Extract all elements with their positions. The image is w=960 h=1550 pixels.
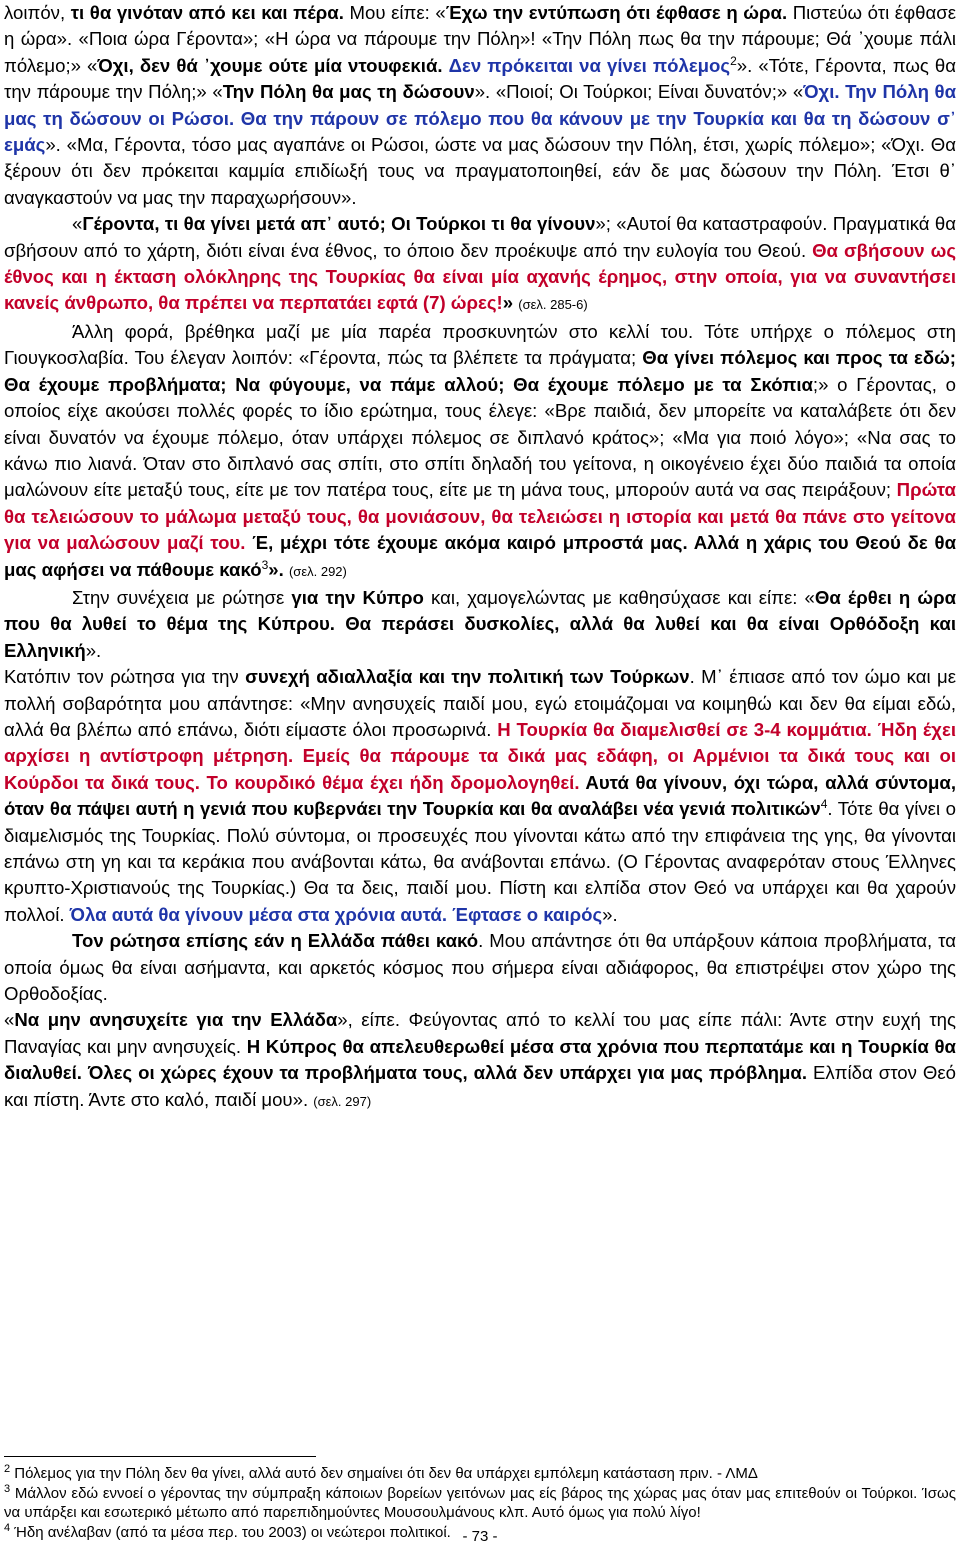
text-run: Την Πόλη θα μας τη δώσουν — [222, 81, 475, 103]
text-run: Θα γίνει πόλεμος και προς τα εδώ; Θα έχουμε προβλήματα; Να φύγουμε, να πάμε αλλού; Θα έχουμε πόλεμο με τα Σκόπια — [4, 347, 956, 395]
text-run: (σελ. 285-6) — [518, 297, 588, 313]
paragraph — [4, 319, 956, 585]
text-run: Όχι, δεν θά ᾽χουμε ούτε μία ντουφεκιά. — [97, 54, 443, 76]
text-run: Θα σβήσουν ως έθνος και η έκταση ολόκληρης της Τουρκίας θα είναι μία αχανής έρημος, στην οποία, για να συναντήσει κανείς άνθρωπο, θα πρέπει να περπατάει εφτά (7) ώρες! — [4, 239, 956, 314]
document-page — [4, 0, 957, 1545]
text-run: » — [502, 292, 519, 314]
text-run: Η Τουρκία θα διαμελισθεί σε 3-4 κομμάτια. Ήδη έχει αρχίσει η αντίστροφη μέτρηση. Εμείς θα πάρουμε τα δικά μας εδάφη, οι Αρμένιοι τα δικά τους και οι Κούρδοι τα δικά τους. Το κουρδικό θέμα έχει ήδη δρομολογηθεί. — [4, 718, 956, 793]
text-run: »; «Αυτοί θα καταστραφούν. Πραγματικά θα σβήσουν από το χάρτη, διότι είναι ένα έθνος, το όποιο δεν προέκυψε από την ευλογία του Θεού. — [4, 213, 956, 261]
paragraph — [4, 664, 956, 928]
paragraph — [4, 1007, 956, 1115]
text-run: ». — [268, 558, 289, 580]
text-run: Στην συνέχεια με ρώτησε — [72, 586, 292, 608]
text-run: « — [72, 213, 83, 235]
text-run: », είπε. Φεύγοντας από το κελλί του μας είπε πάλι: Άντε στην ευχή της Παναγίας και μην ανησυχείς. — [4, 1009, 956, 1057]
page-number: - 73 - — [462, 1528, 498, 1545]
text-run: « — [4, 1009, 15, 1031]
text-run: Η Κύπρος θα απελευθερωθεί μέσα στα χρόνια που περπατάμε και η Τουρκία θα διαλυθεί. Όλες οι χώρες έχουν τα προβλήματα τους, αλλά δεν υπάρχει για μας πρόβλημα. — [4, 1035, 956, 1084]
text-run: (σελ. 297) — [313, 1093, 372, 1109]
footnote-ref: 2 — [730, 53, 737, 68]
text-run: Άλλη φορά, βρέθηκα μαζί με μία παρέα προσκυνητών στο κελλί του. Τότε υπήρχε ο πόλεμος στη Γιουγκοσλαβία. Του έλεγαν λοιπόν: «Γέροντα, πώς τα βλέπετε τα πράγματα; — [4, 320, 956, 369]
paragraph — [4, 585, 956, 664]
text-run: Πρώτα θα τελειώσουν το μάλωμα μεταξύ τους, θα μονιάσουν, θα τελειώσει η ιστορία και μετά θα πάνε στο γείτονα για να μαλώσουν μαζί του. — [4, 479, 956, 554]
text-run: . Μ᾽ έπιασε από τον ώμο και με πολλή σοβαρότητα μου απάντησε: «Μην ανησυχείς παιδί μου, εγώ ετοιμάζομαι να κοιμηθώ και δεν θα είμαι εδώ, αλλά θα βλέπω από επάνω, διότι είμαστε όλοι προσωρινά. — [4, 666, 957, 740]
text-run: ». «Μα, Γέροντα, τόσο μας αγαπάνε οι Ρώσοι, ώστε να μας δώσουν την Πόλη, έτσι, χωρίς πόλεμο»; «Όχι. Θα ξέρουν ότι δεν πρόκειται καμμία επιδίωξή τους να πραγματοποιηθεί, εάν δε μας δώσουν την Πόλη. Έτσι θ᾽ αναγκαστούν να μας την παραχωρήσουν». — [4, 134, 956, 208]
text-run: Όλα αυτά θα γίνουν μέσα στα χρόνια αυτά. Έφτασε ο καιρός — [69, 903, 603, 925]
text-run: Έχω την εντύπωση ότι έφθασε η ώρα. — [445, 2, 788, 23]
text-run: Μου είπε: « — [343, 2, 446, 23]
text-run: Να μην ανησυχείτε για την Ελλάδα — [14, 1009, 338, 1031]
text-run: ;» ο Γέροντας, ο οποίος είχε ακούσει πολλές φορές το ίδιο ερώτημα, τους έλεγε: «Βρε παιδιά, δεν μπορείτε να καταλάβετε ότι δεν είναι δυνατόν να έχουμε πόλεμο, όταν υπάρχει πόλεμος σε διπλανό κράτος»; «Μα για ποιό λόγο»; «Να σας το κάνω πιο λιανά. Όταν στο διπλανό σας σπίτι, στο σπίτι δηλαδή του γείτονα, η οικογένειο έχει δύο παιδιά τα οποία μαλώνουν είτε μεταξύ τους, είτε με τον πατέρα τους, είτε με τη μάνα τους, μπορούν αυτά να σας πειράξουν; — [4, 373, 956, 501]
text-run: Τον ρώτησα επίσης εάν η Ελλάδα πάθει κακό — [72, 930, 479, 952]
text-run: τι θα γινόταν από κει και πέρα. — [70, 2, 344, 23]
footnote-3: $^3$ Μάλλον εδώ εννοεί ο γέροντας την σύμπραξη κάποιων βορείων γειτόνων μας είς βάρος της χώρας μας όταν μας επιτεθούν οι Τούρκοι. Ίσως να υπάρξει και εσωτερικό μέτωπο από παρεπιδημούντες Μουσουλμάνους κλπ. Αυτό όμως για πολύ λίγο! — [4, 1482, 956, 1521]
footnote-rule — [4, 1456, 316, 1457]
text-run: για την Κύπρο — [291, 586, 424, 608]
text-run: Κατόπιν τον ρώτησα για την — [4, 666, 246, 688]
text-run: λοιπόν, — [4, 2, 71, 23]
main-text — [4, 0, 956, 1115]
text-run: συνεχή αδιαλλαξία και την πολιτική των Τούρκων — [245, 666, 690, 688]
text-run: Δεν πρόκειται να γίνει πόλεμος — [448, 54, 731, 76]
text-run: . Μου απάντησε ότι θα υπάρξουν κάποια προβλήματα, τα οποία όμως θα είναι ασήμαντα, και αρκετός κόσμος που σήμερα είναι αδιάφορος, θα επιστρέψει στον χώρο της Ορθοδοξίας. — [4, 930, 956, 1005]
text-run: Θα έρθει η ώρα που θα λυθεί το θέμα της Κύπρου. Θα περάσει δυσκολίες, αλλά θα λυθεί και θα είναι Ορθόδοξη και Ελληνική — [4, 586, 957, 661]
text-run: ». — [85, 639, 102, 661]
text-run: και, χαμογελώντας με καθησύχασε και είπε: « — [423, 586, 815, 608]
text-run: . Τότε θα γίνει ο διαμελισμός της Τουρκίας. Πολύ σύντομα, οι προσευχές που γίνονται κάτω από την επιφάνεια της γης, θα γίνονται επάνω στη γη και τα κεράκια που ανάβονται κάτω, θα ανάβονται επάνω. (Ο Γέροντας αναφερόταν στους Έλληνες κρυπτο-Χριστιανούς της Τουρκίας.) Θα τα δεις, παιδί μου. Πίστη και ελπίδα στον Θεό να υπάρχει και θα χαρούν πολλοί. — [4, 798, 956, 925]
text-run: Αυτά θα γίνουν, όχι τώρα, αλλά σύντομα, όταν θα πάψει αυτή η γενιά που κυβερνάει την Τουρκία και θα αναλάβει νέα γενιά πολιτικών — [4, 771, 957, 820]
footnote-ref: 3 — [261, 557, 269, 572]
paragraph — [4, 0, 956, 211]
footnote-ref: 4 — [820, 797, 828, 811]
text-run: ». «Ποιοί; Οι Τούρκοι; Είναι δυνατόν;» « — [474, 81, 804, 103]
footnote-4: $^4$ Ήδη ανέλαβαν (από τα μέσα περ. του 2003) οι νεώτεροι πολιτικοί. — [4, 1521, 451, 1541]
text-run: Πιστεύω ότι έφθασε η ώρα». «Ποια ώρα Γέροντα»; «Η ώρα να πάρουμε την Πόλη»! «Την Πόλη πως θα την πάρουμε; Θά ᾽χουμε πάλι πόλεμο;» « — [4, 2, 956, 76]
paragraph — [4, 211, 956, 319]
text-run: ». — [602, 903, 618, 925]
text-run: Ελπίδα στον Θεό και πίστη. Άντε στο καλό, παιδί μου». — [4, 1062, 956, 1110]
text-run: Έ, μέχρι τότε έχουμε ακόμα καιρό μπροστά μας. Αλλά η χάρις του Θεού δε θα μας αφήσει να πάθουμε κακό — [4, 532, 957, 580]
footnote-2: $^2$ Πόλεμος για την Πόλη δεν θα γίνει, αλλά αυτό δεν σημαίνει ότι δεν θα υπάρχει εμπόλεμη κατάσταση πριν. - ΛΜΔ — [4, 1463, 758, 1482]
text-run: Γέροντα, τι θα γίνει μετά απ᾽ αυτό; Οι Τούρκοι τι θα γίνουν — [82, 213, 596, 235]
paragraph — [4, 928, 956, 1007]
text-run: (σελ. 292) — [288, 563, 347, 579]
text-run: Όχι. Την Πόλη θα μας τη δώσουν οι Ρώσοι. Θα την πάρουν σε πόλεμο που θα κάνουν με την Τουρκία και θα τη δώσουν σ᾽ εμάς — [4, 81, 957, 156]
text-run: ». «Τότε, Γέροντα, πως θα την πάρουμε την Πόλη;» « — [4, 54, 956, 103]
